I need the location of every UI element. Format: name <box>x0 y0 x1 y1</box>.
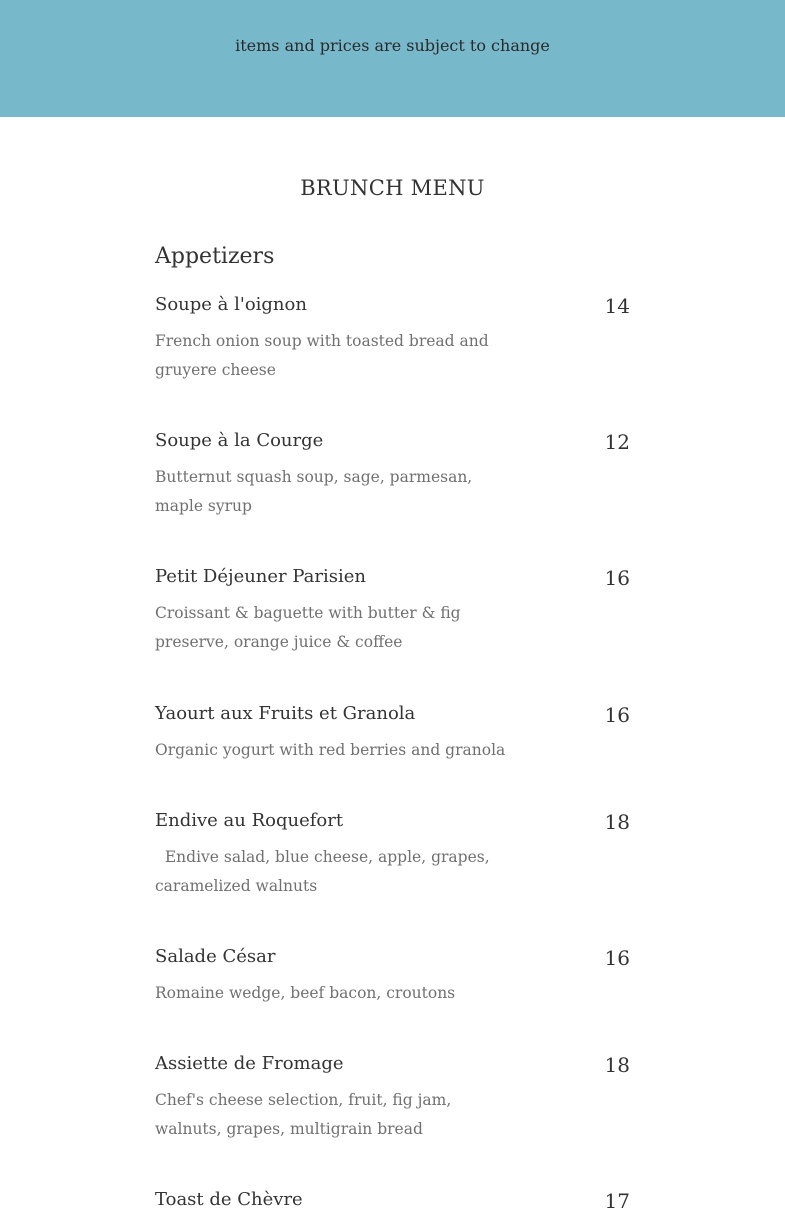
menu-item-description: Romaine wedge, beef bacon, croutons <box>155 984 456 1002</box>
menu-item-description: French onion soup with toasted bread and gruyere cheese <box>155 332 489 379</box>
menu-item-name: Yaourt aux Fruits et Granola <box>155 703 416 724</box>
menu-item-price: 18 <box>604 810 630 834</box>
menu-item-name: Assiette de Fromage <box>155 1053 344 1074</box>
menu-item-name: Toast de Chèvre <box>155 1189 303 1210</box>
menu-item-description: Butternut squash soup, sage, parmesan, maple syrup <box>155 468 473 515</box>
menu-item-name: Salade César <box>155 946 276 967</box>
menu-item-name: Soupe à l'oignon <box>155 294 307 315</box>
menu-item-price: 17 <box>604 1189 630 1213</box>
menu-item-price: 16 <box>604 703 630 727</box>
menu-item-name: Endive au Roquefort <box>155 810 344 831</box>
price-notice: items and prices are subject to change <box>235 36 550 55</box>
menu-item-name: Petit Déjeuner Parisien <box>155 566 367 587</box>
menu-item-description: Organic yogurt with red berries and granola <box>155 741 506 759</box>
menu-item-description: Chef's cheese selection, fruit, fig jam, walnuts, grapes, multigrain bread <box>155 1091 452 1138</box>
menu-item-price: 16 <box>604 946 630 970</box>
menu-item-price: 14 <box>604 294 630 318</box>
menu-title: BRUNCH MENU <box>300 176 485 200</box>
menu-item-description: Croissant & baguette with butter & fig preserve, orange juice & coffee <box>155 604 461 651</box>
menu-item-name: Soupe à la Courge <box>155 430 324 451</box>
section-title-appetizers: Appetizers <box>155 244 275 269</box>
menu-item-description: Endive salad, blue cheese, apple, grapes, caramelized walnuts <box>155 848 495 895</box>
menu-item-price: 16 <box>604 566 630 590</box>
menu-item-price: 12 <box>604 430 630 454</box>
header-banner <box>0 0 785 117</box>
menu-item-price: 18 <box>604 1053 630 1077</box>
